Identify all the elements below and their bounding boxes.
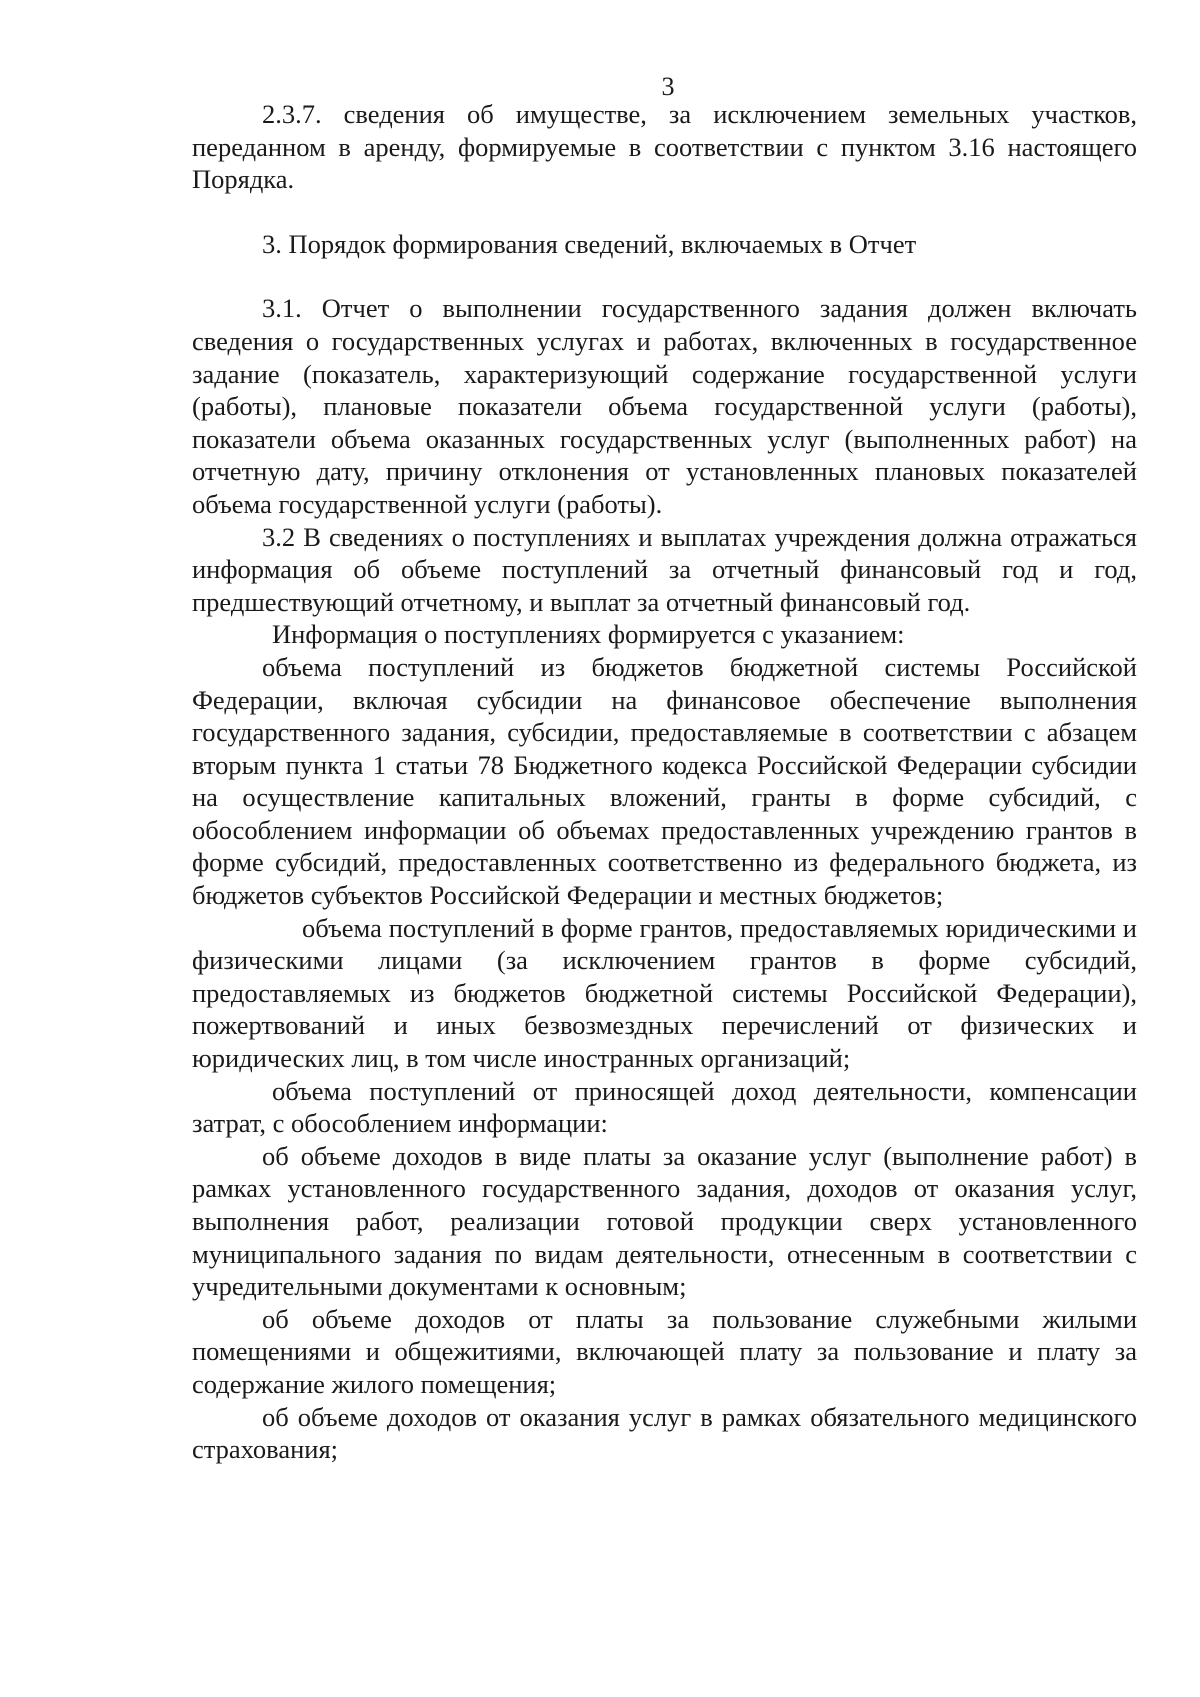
paragraph-grants: объема поступлений в форме грантов, предоставляемых юридическими и физическими лицами (за исключением грантов в форме субсидий, предоставляемых из бюджетов бюджетной системы Российской Федерации), пожертвований и иных безвозмездных перечислений от физических и юридических лиц, в том числе иностранных организаций; <box>192 912 1137 1074</box>
section-heading: 3. Порядок формирования сведений, включаемых в Отчет <box>262 228 917 259</box>
paragraph-2-3-7: 2.3.7. сведения об имуществе, за исключением земельных участков, переданном в аренду, формируемые в соответствии с пунктом 3.16 настоящего Порядка. <box>192 99 1137 195</box>
paragraph-insurance: об объеме доходов от оказания услуг в рамках обязательного медицинского страхования; <box>192 1401 1137 1465</box>
document-body <box>192 98 1137 1466</box>
paragraph-info: Информация о поступлениях формируется с указанием: <box>272 619 905 650</box>
paragraph-income: объема поступлений от приносящей доход деятельности, компенсации затрат, с обособлением информации: <box>192 1075 1137 1139</box>
paragraph-3-1: 3.1. Отчет о выполнении государственного задания должен включать сведения о государственных услугах и работах, включенных в государственное задание (показатель, характеризующий содержание государственной услуги (работы), плановые показатели объема государственной услуги (работы), показатели объема оказанных государственных услуг (выполненных работ) на отчетную дату, причину отклонения от установленных плановых показателей объема государственной услуги (работы). <box>192 293 1137 519</box>
page-number: 3 <box>661 72 675 101</box>
paragraph-budget: объема поступлений из бюджетов бюджетной системы Российской Федерации, включая субсидии на финансовое обеспечение выполнения государственного задания, субсидии, предоставляемые в соответствии с абзацем вторым пункта 1 статьи 78 Бюджетного кодекса Российской Федерации субсидии на осуществление капитальных вложений, гранты в форме субсидий, с обособлением информации об объемах предоставленных учреждению грантов в форме субсидий, предоставленных соответственно из федерального бюджета, из бюджетов субъектов Российской Федерации и местных бюджетов; <box>192 651 1137 911</box>
paragraph-3-2: 3.2 В сведениях о поступлениях и выплатах учреждения должна отражаться информация об объеме поступлений за отчетный финансовый год и год, предшествующий отчетному, и выплат за отчетный финансовый год. <box>192 521 1137 617</box>
paragraph-housing: об объеме доходов от платы за пользование служебными жилыми помещениями и общежитиями, включающей плату за пользование и плату за содержание жилого помещения; <box>192 1303 1137 1399</box>
paragraph-services: об объеме доходов в виде платы за оказание услуг (выполнение работ) в рамках установленного государственного задания, доходов от оказания услуг, выполнения работ, реализации готовой продукции сверх установленного муниципального задания по видам деятельности, отнесенным в соответствии с учредительными документами к основным; <box>192 1140 1137 1302</box>
